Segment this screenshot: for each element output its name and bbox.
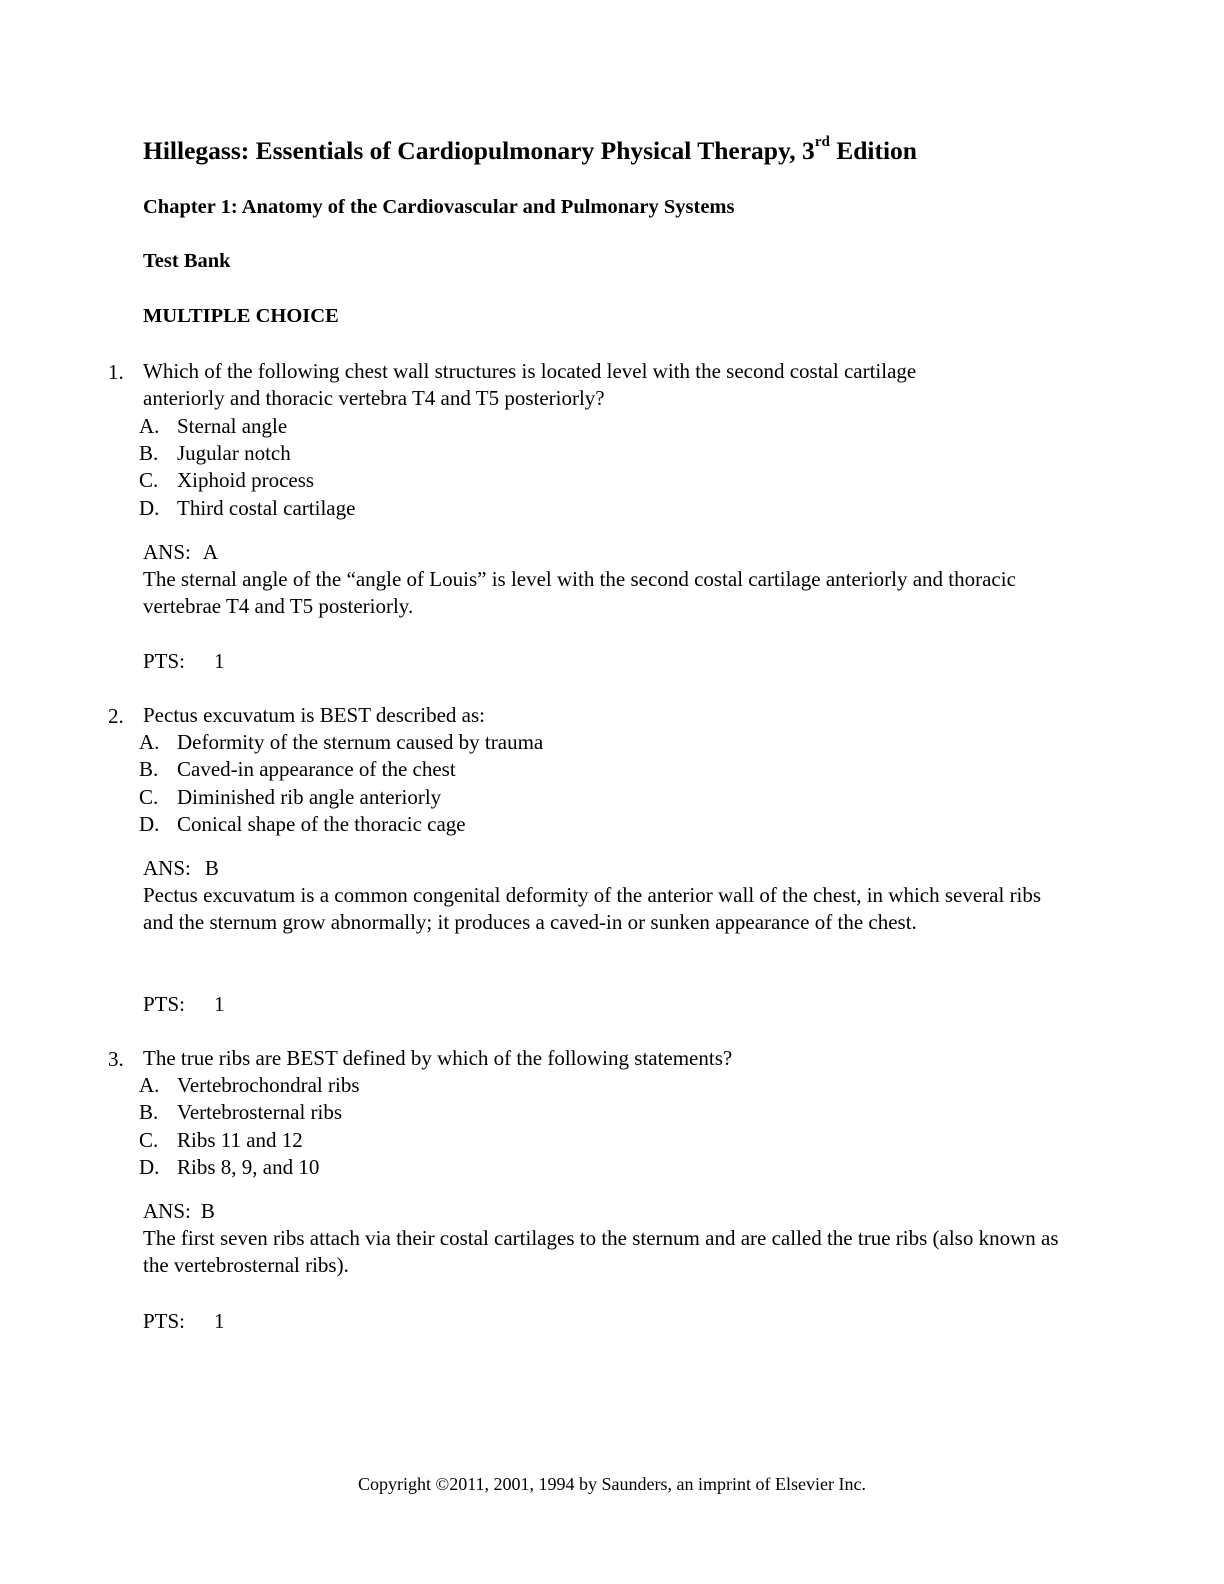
question-2-stem-line1: Pectus excuvatum is BEST described as:: [143, 703, 485, 727]
question-3-stem-line1: The true ribs are BEST defined by which of the following statements?: [143, 1046, 733, 1070]
answer-value: A: [202, 540, 219, 564]
question-3-option-c-text: Ribs 11 and 12: [177, 1128, 303, 1152]
title-tail: Edition: [829, 136, 917, 165]
points-value: 1: [214, 1309, 225, 1333]
test-bank-heading: Test Bank: [143, 250, 231, 272]
question-2-points: [143, 991, 225, 1018]
points-label: PTS:: [143, 1309, 186, 1333]
question-1-option-a-letter: A.: [139, 414, 160, 438]
copyright-footer: Copyright ©2011, 2001, 1994 by Saunders, an imprint of Elsevier Inc.: [358, 1474, 866, 1494]
question-3-option-c-letter: C.: [139, 1128, 159, 1152]
question-3-option-b-letter: B.: [139, 1100, 159, 1124]
question-1-option-d-text: Third costal cartilage: [177, 496, 356, 520]
question-1-stem-line1: Which of the following chest wall structures is located level with the second costal cartilage: [143, 359, 917, 383]
question-2-option-d-letter: D.: [139, 812, 160, 836]
question-2-option-a-text: Deformity of the sternum caused by trauma: [177, 730, 544, 754]
title-main: Hillegass: Essentials of Cardiopulmonary Physical Therapy, 3: [143, 136, 815, 165]
question-2-option-c-text: Diminished rib angle anteriorly: [177, 785, 442, 809]
question-1-option-d-letter: D.: [139, 496, 160, 520]
points-value: 1: [214, 649, 225, 673]
question-3-number: 3.: [108, 1047, 124, 1071]
question-1-option-c-letter: C.: [139, 468, 159, 492]
section-heading: MULTIPLE CHOICE: [143, 305, 339, 327]
answer-value: B: [200, 1199, 215, 1223]
question-2-option-c-letter: C.: [139, 785, 159, 809]
question-1-rationale: The sternal angle of the “angle of Louis” is level with the second costal cartilage anteriorly and thoracic vertebrae T4 and T5 posteriorly.: [143, 567, 1016, 618]
question-2-rationale: Pectus excuvatum is a common congenital deformity of the anterior wall of the chest, in which several ribs and the sternum grow abnormally; it produces a caved-in or sunken appearance of the chest.: [143, 883, 1042, 934]
answer-label: ANS:: [143, 856, 191, 880]
chapter-heading: Chapter 1: Anatomy of the Cardiovascular and Pulmonary Systems: [143, 196, 735, 218]
question-3-option-d-text: Ribs 8, 9, and 10: [177, 1155, 320, 1179]
title-superscript: rd: [814, 134, 830, 150]
question-2-answer: [143, 855, 219, 882]
question-3-option-d-letter: D.: [139, 1155, 160, 1179]
question-1-option-b-text: Jugular notch: [177, 441, 291, 465]
question-2-option-b-text: Caved-in appearance of the chest: [177, 757, 456, 781]
question-2-number: 2.: [108, 704, 124, 728]
points-label: PTS:: [143, 649, 186, 673]
question-3-points: [143, 1308, 225, 1335]
question-3-option-a-text: Vertebrochondral ribs: [177, 1073, 360, 1097]
question-1-number: 1.: [108, 360, 124, 384]
answer-label: ANS:: [143, 540, 191, 564]
question-1-option-b-letter: B.: [139, 441, 159, 465]
question-2-option-d-text: Conical shape of the thoracic cage: [177, 812, 466, 836]
answer-label: ANS:: [143, 1199, 191, 1223]
question-3-option-b-text: Vertebrosternal ribs: [177, 1100, 343, 1124]
question-3-rationale: The first seven ribs attach via their costal cartilages to the sternum and are called the true ribs (also known as the vertebrosternal ribs).: [143, 1226, 1059, 1277]
document-title: [143, 136, 917, 166]
question-3-option-a-letter: A.: [139, 1073, 160, 1097]
question-1-points: [143, 648, 225, 675]
question-1-stem-line2: anteriorly and thoracic vertebra T4 and T5 posteriorly?: [143, 386, 605, 410]
question-1-answer: [143, 539, 218, 566]
question-2-option-b-letter: B.: [139, 757, 159, 781]
points-label: PTS:: [143, 992, 186, 1016]
question-2-option-a-letter: A.: [139, 730, 160, 754]
points-value: 1: [214, 992, 225, 1016]
question-1-option-c-text: Xiphoid process: [177, 468, 315, 492]
question-3-answer: [143, 1198, 215, 1225]
answer-value: B: [204, 856, 219, 880]
question-1-option-a-text: Sternal angle: [177, 414, 288, 438]
